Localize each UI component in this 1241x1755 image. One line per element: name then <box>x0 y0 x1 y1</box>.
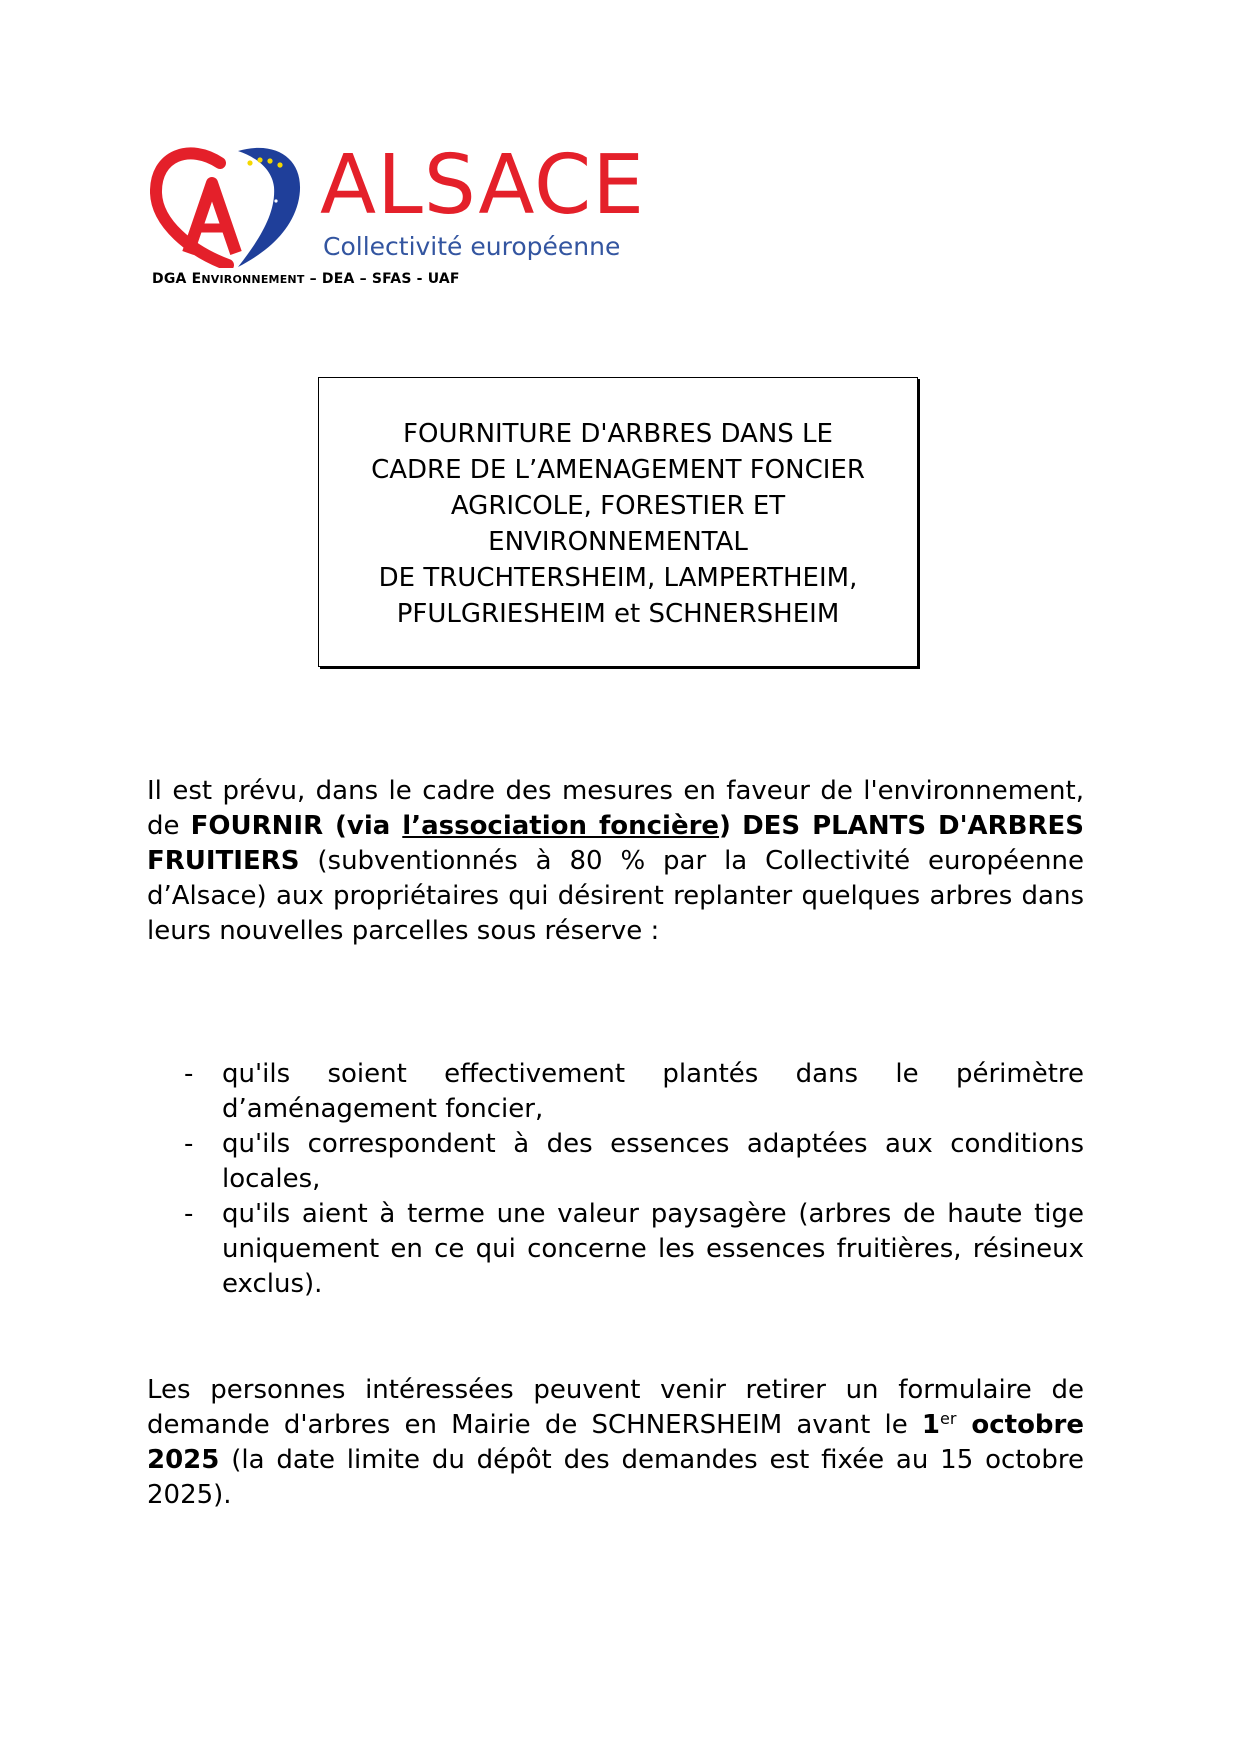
list-item <box>147 1127 1084 1197</box>
closing-paragraph <box>147 1373 1084 1513</box>
title-line: ENVIRONNEMENTAL <box>488 527 748 557</box>
department-smallcaps: NVIRONNEMENT <box>201 273 305 286</box>
closing-date-suffix: er <box>939 1409 957 1428</box>
intro-text-start: Il est prévu, dans le cadre des mesures en faveur de l'environnement, de <box>147 776 1084 841</box>
list-item <box>147 1197 1084 1302</box>
list-dash: - <box>184 1129 194 1159</box>
title-box <box>318 377 918 667</box>
intro-bold-close: ) <box>719 811 731 841</box>
intro-association-fonciere: l’association foncière <box>402 811 720 841</box>
closing-date-day: 1 <box>921 1410 940 1440</box>
title-line: CADRE DE L’AMENAGEMENT FONCIER <box>371 455 865 485</box>
title-line: PFULGRIESHEIM et SCHNERSHEIM <box>396 599 840 629</box>
intro-bold-plants: DES PLANTS D'ARBRES FRUITIERS <box>147 811 1085 876</box>
intro-paragraph <box>147 774 1084 949</box>
closing-date-rest: octobre 2025 <box>147 1410 1084 1475</box>
title-line: DE TRUCHTERSHEIM, LAMPERTHEIM, <box>378 563 858 593</box>
list-item <box>147 1057 1084 1127</box>
condition-text: qu'ils soient effectivement plantés dans le périmètre d’aménagement foncier, <box>222 1059 1084 1124</box>
department-suffix: – DEA – SFAS - UAF <box>304 271 460 287</box>
logo-subtitle: Collectivité européenne <box>323 232 621 261</box>
list-dash: - <box>184 1199 194 1229</box>
closing-text-start: Les personnes intéressées peuvent venir retirer un formulaire de demande d'arbres en Mairie de SCHNERSHEIM avant le <box>147 1375 1084 1440</box>
title-line: AGRICOLE, FORESTIER ET <box>450 491 786 521</box>
logo-wordmark: ALSACE <box>320 138 646 233</box>
intro-text-end: (subventionnés à 80 % par la Collectivité européenne d’Alsace) aux propriétaires qui désirent replanter quelques arbres dans leurs nouvelles parcelles sous réserve : <box>147 846 1084 946</box>
intro-bold-fournir: FOURNIR (via <box>190 811 403 841</box>
condition-text: qu'ils aient à terme une valeur paysagère (arbres de haute tige uniquement en ce qui concerne les essences fruitières, résineux exclus). <box>222 1199 1084 1299</box>
department-prefix: DGA E <box>152 271 202 287</box>
alsace-a-heart-icon <box>150 143 310 268</box>
conditions-list <box>147 1057 1084 1302</box>
department-line <box>152 271 460 287</box>
closing-text-end: (la date limite du dépôt des demandes est fixée au 15 octobre 2025). <box>147 1445 1084 1510</box>
list-dash: - <box>184 1059 194 1089</box>
title-line: FOURNITURE D'ARBRES DANS LE <box>403 419 833 449</box>
alsace-logo <box>150 138 650 273</box>
condition-text: qu'ils correspondent à des essences adaptées aux conditions locales, <box>222 1129 1084 1194</box>
